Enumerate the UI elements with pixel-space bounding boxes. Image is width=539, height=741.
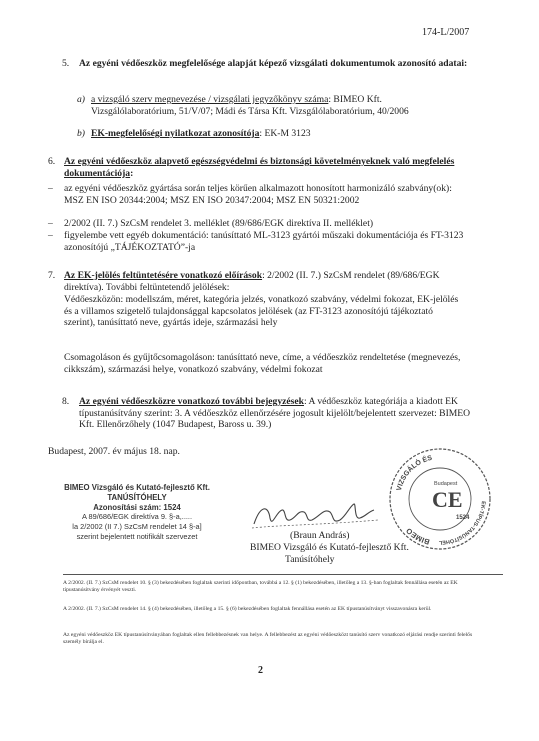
section-5a-value: : BIMEO Kft. Vizsgálólaboratórium, 51/V/07; Mádi és Társa Kft. Vizsgálólaboratórium, 40/2006 xyxy=(91,94,409,117)
section-6-item-1: az egyéni védőeszköz gyártása során teljes körűen alkalmazott honosított harmonizáló szabvány(ok): MSZ EN ISO 20344:2004; MSZ EN ISO 20347:2004; MSZ EN 50321:2002 xyxy=(64,183,452,206)
signer-role: Tanúsítóhely xyxy=(285,554,335,565)
section-7-title-text: Az EK-jelölés feltüntetésére vonatkozó előírások xyxy=(64,270,263,281)
section-7-marking-packaging-label: Csomagoláson és gyűjtőcsomagoláson: xyxy=(64,352,215,363)
signer-organization: BIMEO Vizsgáló és Kutató-fejlesztő Kft. xyxy=(250,542,409,553)
section-8-value: : A védőeszköz kategóriája a kiadott EK típustanúsítvány szerint: 3. A védőeszköz ellenőrzésére jogosult kijelölt/bejelentett szervezet: BIMEO Kft. Ellenőrzőhely (1047 Budapest, Baross u. 39.) xyxy=(79,396,471,431)
section-8-number: 8. xyxy=(62,396,70,407)
section-5a-intro: a vizsgáló szerv megnevezése / vizsgálati jegyzőkönyv száma xyxy=(91,94,329,105)
issue-date: Budapest, 2007. év május 18. nap. xyxy=(48,446,180,457)
stamp-line-notified: szerint bejelentett notifikált szervezet xyxy=(76,531,198,541)
round-stamp-left-text: BIMEO xyxy=(404,526,431,547)
stamp-line-id: Azonosítási szám: 1524 xyxy=(93,502,181,512)
section-6-bullet-2: – xyxy=(48,218,53,229)
section-7-number: 7. xyxy=(48,270,56,281)
section-7-marking-product-text: modellszám, méret, kategória jelzés, vonatkozó szabvány, védelmi fokozat, EK-jelölés és a villamos szigetelő tulajdonsággal kapcsolatos jelölések (az FT-3123 azonosítójú tájékoztató szerint), tanúsíttató neve, gyártás ideje, származási hely xyxy=(64,294,459,329)
footnote-1: A 2/2002. (II. 7.) SzCsM rendelet 10. § (3) bekezdésében foglaltak szerinti időpontban, továbbá a 12. § (1) bekezdésében, illetőleg a 13. §-ban foglaltak fennállása esetén az EK típustanúsítvány érvényét veszti. xyxy=(63,580,458,594)
document-reference-number: 174-L/2007 xyxy=(422,27,470,38)
round-stamp-id: 1524 xyxy=(456,515,470,521)
section-6-bullet-3: – xyxy=(48,230,53,241)
signature-graphic xyxy=(250,498,380,534)
section-7-marking-packaging xyxy=(64,352,464,375)
stamp-line-company: BIMEO Vizsgáló és Kutató-fejlesztő Kft. xyxy=(64,483,210,492)
section-6-item-3: figyelembe vett egyéb dokumentáció: tanúsíttató ML-3123 gyártói műszaki dokumentációja és FT-3123 azonosítójú „TÁJÉKOZTATÓ”-ja xyxy=(64,230,464,253)
section-8-text xyxy=(79,396,471,431)
section-7-marking-product xyxy=(64,294,464,329)
page-number: 2 xyxy=(258,665,263,676)
footnote-2: A 2/2002. (II. 7.) SzCsM rendelet 14. § (4) bekezdésében, illetőleg a 15. § (6) bekezdésében foglaltak fennállása esetén az EK típustanúsítványt visszavonásra kerül. xyxy=(63,606,432,612)
section-7-marking-packaging-text: tanúsíttató neve, címe, a védőeszköz rendeltetése (megnevezés, cikkszám), származási helye, vonatkozó szabvány, védelmi fokozat xyxy=(64,352,461,375)
stamp-line-directive: A 89/686/EGK direktíva 9. §-a,..... xyxy=(81,512,193,522)
section-5a-label: a) xyxy=(77,94,85,105)
round-stamp-right-text: EK-TÍPUS-TANÚSÍTÓHEL xyxy=(439,500,486,546)
section-7-marking-product-label: Védőeszközön: xyxy=(64,294,124,305)
section-6-number: 6. xyxy=(48,156,56,167)
round-stamp-city: Budapest xyxy=(434,481,458,487)
section-8-title: Az egyéni védőeszközre vonatkozó további bejegyzések xyxy=(79,396,304,407)
signer-name: (Braun András) xyxy=(290,530,350,541)
round-stamp-seal xyxy=(386,445,494,553)
stamp-line-regulation: la 2/2002 (II 7.) SzCsM rendelet 14 §-a] xyxy=(72,522,202,532)
section-5-title: Az egyéni védőeszköz megfelelősége alapját képező vizsgálati dokumentumok azonosító adatai: xyxy=(79,58,468,69)
section-6-title-text: Az egyéni védőeszköz alapvető egészségvédelmi és biztonsági követelményeknek való megfelelés dokumentációja xyxy=(64,156,455,179)
round-stamp-top-text: VIZSGÁLÓ ÉS xyxy=(395,454,433,492)
section-5-number: 5. xyxy=(62,58,70,69)
footnote-separator xyxy=(63,574,503,575)
section-7-title-rest: : 2/2002 (II. 7.) SzCsM rendelet (89/686/EGK direktíva). További feltüntetendő jelölések: xyxy=(64,270,440,293)
section-5b-text xyxy=(91,128,467,140)
section-6-bullet-1: – xyxy=(48,183,53,194)
notified-body-stamp xyxy=(52,483,222,542)
section-5b-label: b) xyxy=(77,128,85,139)
section-5b-intro: EK-megfelelőségi nyilatkozat azonosítója xyxy=(91,128,260,139)
footnote-3: Az egyéni védőeszköz EK típustanúsítványában foglaltak ellen fellebbezésnek van helye. A fellebbezést az egyéni védőeszközt tanúsító szerv vonatkozó eljárási rendje szerinti felelős személy bírálja el. xyxy=(63,632,473,646)
stamp-line-title: TANÚSÍTÓHELY xyxy=(107,492,167,502)
section-6-item-2: 2/2002 (II. 7.) SzCsM rendelet 3. melléklet (89/686/EGK direktíva II. melléklet) xyxy=(64,218,374,229)
svg-text:VIZSGÁLÓ ÉS xyxy=(396,454,433,491)
round-stamp-ce-mark: CE xyxy=(432,487,463,512)
section-5b-value: : EK-M 3123 xyxy=(259,128,311,139)
section-6-title: Az egyéni védőeszköz alapvető egészségvédelmi és biztonsági követelményeknek való megfelelés dokumentációja: xyxy=(64,156,455,179)
section-5a-text xyxy=(91,94,467,117)
section-7-title xyxy=(64,270,472,293)
